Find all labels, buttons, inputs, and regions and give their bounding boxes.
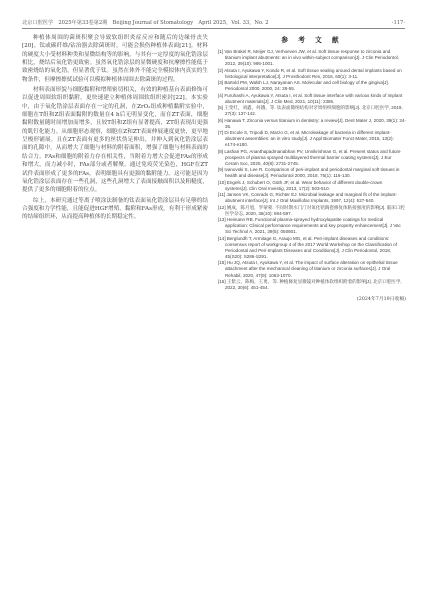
- reference-item: [4] Furuhashi A, Ayukawa Y, Atsuta I, et al. Soft tissue interface with various kinds of implant abutment materials[J]. J Clin Med, 2021, 10(11): 2386.: [218, 92, 403, 104]
- reference-item: [9] Ivanovski S, Lee R. Comparison of peri-implant and periodontal marginal soft tissues in health and disease[J]. Periodontol 2000, 2018, 76(1): 116-130.: [218, 167, 400, 179]
- body-column: [22, 34, 208, 224]
- body-paragraph: 材料表面形貌与细胞黏附和增殖密切相关，有效的种植基台表面修饰可以促进周围软组织黏附，更快速建立种植体周围软组织密封[22]。本实验中，由于氧化锆涂层表面存在一定的孔洞，在ZrO₂组成种植黏附实验中，细胞在T组和Z组表面黏附的数量在4 h后无明显变化，而在ZT表面，细胞黏附数量随时间增加而增多，且较T组和Z组有显著提高，ZT组表现出更强的肌钉化能力。从细胞形态观察，细胞在Z和ZT表面伸展速度更快，更早地呈梭形铺展。且在ZT表面有更多的丝状伪足伸出，并伸入到氧化锆涂层表面的孔隙中，从而增大了细胞与材料的附着面积，增强了细胞与材料表面的结合力。FAs和细胞的附着力存在相关性，当附着力增大会促进FAs的形成和增大，而力减小时，FAs部分或者解聚。通过免疫荧光染色，HGF在ZT试件表面形成了更多的FAs，表明细胞具有更强的黏附能力。这可能是因为氧化锆涂层表面存在一些孔洞，这些孔洞增大了表面接触面积以及粗糙度，提供了更多的细胞附着的位点。: [22, 87, 208, 194]
- reference-item: [8] Lashari PG, Ananthapadmanabhan PV, Unnikrishnan G, et al. Present status and future prospects of plasma sprayed multilayered thermal barrier coating systems[J]. J Eur Ceram Soc, 2020, 40(8): 2731-2745.: [218, 148, 401, 166]
- reference-item: [3] Bartold PM, Walsh LJ, Narayanan AS. Molecular and cell biology of the gingiva[J]. Periodontol 2000, 2000, 24: 28-55.: [218, 80, 389, 92]
- reference-item: [5] 王变红，刘鑫，何娥，等. 钛表面微纳结构对牙周组织细胞的影响[J]. 北京口腔医学, 2019, 27(3): 137-142.: [218, 105, 403, 117]
- reference-item: [7] Di Ercole S, Tripodi D, Marzo G, et al. Microleakage of bacteria in different implant-abutment assemblies: an in vitro study[J]. J Appl Biomater Funct Mater, 2015, 13(2): e174-e180.: [218, 130, 394, 148]
- body-paragraph: 种植体周围的菌斑积聚会导致软组织炎症反应和随后的边缘骨丧失[20]。钛或碳纤维/钴治器去除菌斑时，可能会损伤种植体表面[21]。材料的硬度大小受材料种类和显微结构等的影响。与其有一定厚度的氧化锆涂层相比，烧结后氧化锆更致密。虽然氧化锆涂层的显微硬度和抗摩擦性能低于致密烧结的氧化锆，但显著优于钛。虽然在体外不能完全模拟体内真实的生物条件，但摩擦擦拭试验可以模拟种植体周围去除菌斑的过程。: [22, 35, 208, 83]
- reference-item: [13] Heimann RB. Functional plasma-sprayed hydroxylapatite coatings for medical application: Clinical performance requirements and key property enhancement[J]. J Vac Sci Technol A, 2021, 39(5): 050801.: [218, 217, 401, 235]
- reference-item: [11] Jansen VK, Conrads G, Richter EJ. Microbial leakage and marginal fit of the implant-abutment interface[J]. Int J Oral Maxillofac Implants, 1997, 12(4): 527-540.: [218, 192, 397, 204]
- running-head: [22, 14, 405, 29]
- reference-item: [15] Hu JQ, Atsuta I, Ayukawa Y, et al. The impact of surface alteration on epithelial tissue attachment after the mechanical cleaning of titanium or zirconia surfaces[J]. J Oral Rehabil, 2020, 47(9): 1063-1070.: [218, 260, 398, 278]
- reference-item: [10] Engels J, Schubert O, Güth JF, et al. Wear behavior of different double-crown systems[J]. Clin Oral Investig, 2013, 17(2): 503-510.: [218, 179, 383, 191]
- body-paragraph: 综上，本研究通过等离子喷涂法制备的钛表面氧化锆涂层具有足够的结合强度和力学性能，且能促进HGF增殖、黏附和FAs形成，有利于形成紧密的结缔组织环，从而提高种植体的长期稳定性。: [22, 197, 208, 221]
- references-heading: 参 考 文 献: [281, 36, 343, 44]
- reference-item: [6] Hanawa T. Zirconia versus titanium in dentistry: a review[J]. Dent Mater J, 2020, 39(1): 24-36.: [218, 117, 406, 129]
- references-column: [218, 34, 406, 302]
- reference-item: [14] Berglundh T, Armitage G, Araujo MG, et al. Peri-implant diseases and conditions: consensus report of workgroup 4 of the 2017 World Workshop on the Classification of Periodontal and Peri-Implant Diseases and Conditions[J]. J Clin Periodontol, 2018, 45(S20): S286-S291.: [218, 235, 397, 259]
- page-number: ·117·: [391, 20, 405, 26]
- reference-item: [16] 王紫云，陈梅，王勇，等. 种植修复显微镜对种植体软组织附着的影响[J]. 北京口腔医学, 2022, 30(6): 451-454.: [218, 278, 402, 291]
- reference-item: [12] 姚成，陈月旭，罗蒙蒙. 不同时期水门汀对氧化锆陶瓷修复体粘接强度的影响[J]. 临床口腔医学杂志, 2020, 36(10): 594-597.: [218, 204, 405, 216]
- reference-list: [218, 49, 406, 291]
- reference-item: [2] Atsuta I, Ayukawa Y, Kondo R, et al. Soft tissue sealing around dental implants based on histological interpretation[J]. J Prosthodont Res, 2016, 60(1): 3-11.: [218, 67, 402, 79]
- received-date: (2024年7月19日收稿): [356, 297, 406, 303]
- reference-item: [1] Van Brakel R, Meijer GJ, Verhoeven JW, et al. Soft tissue response to zirconia and titanium implant abutments: an in vivo within-subject comparison[J]. J Clin Periodontol, 2012, 39(10): 995-1001.: [218, 49, 399, 67]
- running-head-left: 北京口腔医学 2025年第33卷第2期 Beijing Journal of Stomatology April 2025，Vol. 33，No. 2: [22, 20, 269, 26]
